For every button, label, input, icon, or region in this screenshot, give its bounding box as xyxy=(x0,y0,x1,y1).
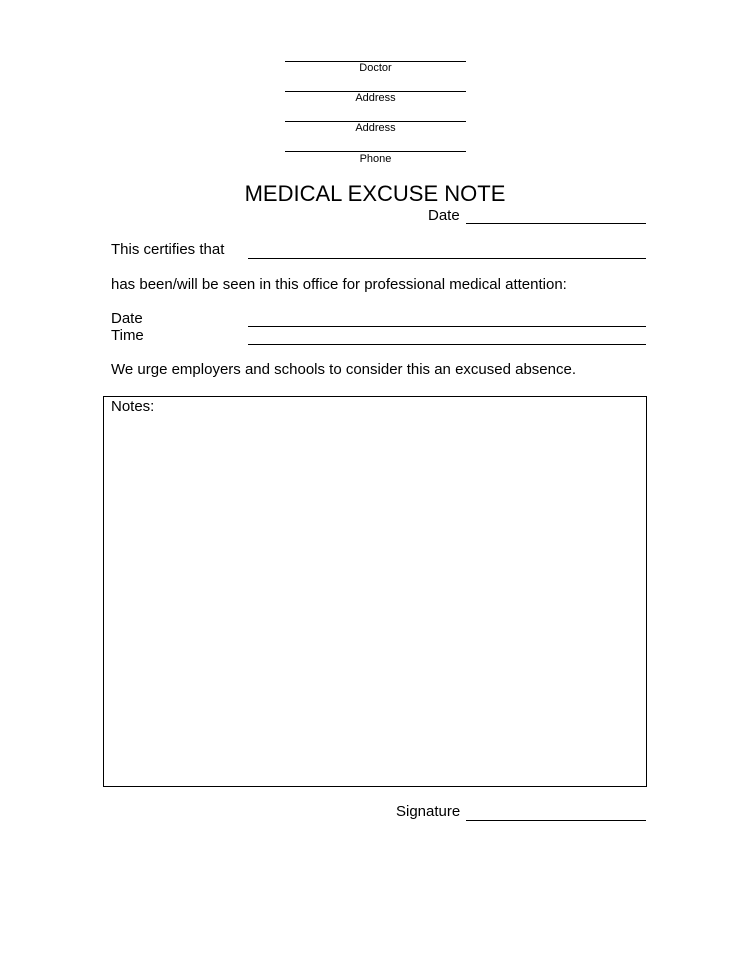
visit-time-label: Time xyxy=(111,327,144,344)
phone-caption: Phone xyxy=(359,153,392,165)
page-title: MEDICAL EXCUSE NOTE xyxy=(244,181,506,206)
date-field[interactable] xyxy=(466,223,646,224)
signature-field[interactable] xyxy=(466,820,646,821)
phone-line[interactable] xyxy=(285,151,466,152)
certifies-label: This certifies that xyxy=(111,241,225,258)
doctor-caption: Doctor xyxy=(359,62,392,74)
visit-time-field[interactable] xyxy=(248,344,646,345)
notes-label: Notes: xyxy=(111,398,155,415)
address-caption-1: Address xyxy=(355,92,396,104)
notes-box[interactable] xyxy=(103,396,647,787)
address-caption-2: Address xyxy=(355,122,396,134)
date-label: Date xyxy=(428,207,460,224)
urge-statement: We urge employers and schools to consider this an excused absence. xyxy=(111,361,576,378)
visit-date-field[interactable] xyxy=(248,326,646,327)
patient-name-field[interactable] xyxy=(248,258,646,259)
seen-statement: has been/will be seen in this office for professional medical attention: xyxy=(111,276,567,293)
signature-label: Signature xyxy=(396,803,461,820)
visit-date-label: Date xyxy=(111,310,143,327)
